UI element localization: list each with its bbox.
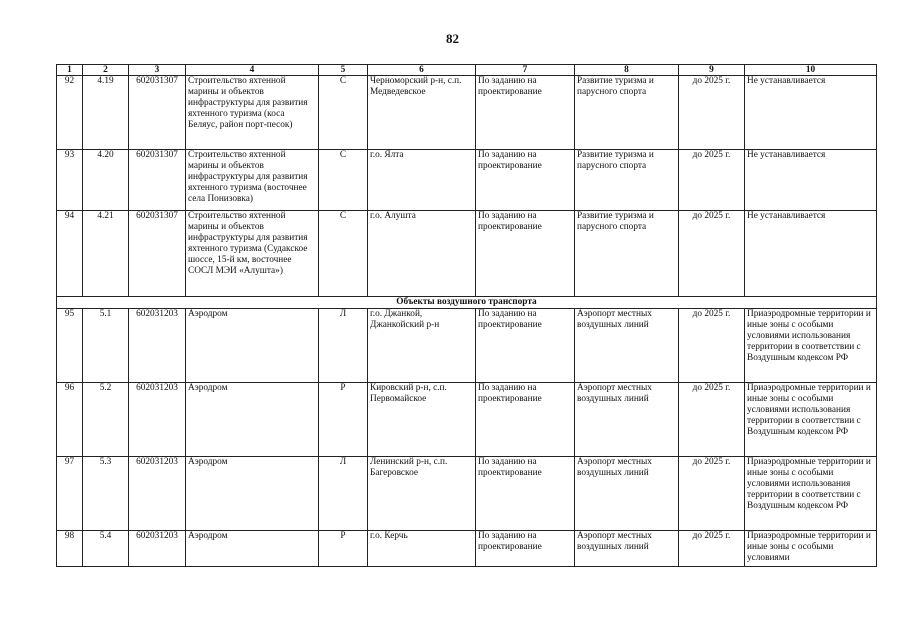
cell-id: 602031307 [129, 76, 186, 150]
table-row [57, 150, 877, 211]
cell-basis: По заданию на проектирование [476, 211, 575, 297]
column-header: 7 [476, 65, 575, 76]
column-header: 10 [745, 65, 877, 76]
column-header: 8 [575, 65, 679, 76]
cell-term: до 2025 г. [679, 150, 745, 211]
cell-term: до 2025 г. [679, 211, 745, 297]
cell-id: 602031203 [129, 457, 186, 531]
cell-basis: По заданию на проектирование [476, 531, 575, 567]
cell-type: С [319, 76, 368, 150]
cell-location: г.о. Джанкой, Джанкойский р-н [368, 309, 476, 383]
cell-name: Аэродром [186, 309, 319, 383]
cell-type: С [319, 211, 368, 297]
cell-number: 92 [57, 76, 83, 150]
cell-name: Строительство яхтенной марины и объектов инфраструктуры для развития яхтенного туризма (восточнее села Понизовка) [186, 150, 319, 211]
cell-name: Аэродром [186, 457, 319, 531]
cell-name: Аэродром [186, 531, 319, 567]
cell-number: 98 [57, 531, 83, 567]
cell-purpose: Аэропорт местных воздушных линий [575, 383, 679, 457]
cell-name: Строительство яхтенной марины и объектов инфраструктуры для развития яхтенного туризма (коса Беляус, район порт-песок) [186, 76, 319, 150]
cell-zones: Не устанавливается [745, 150, 877, 211]
table-row [57, 531, 877, 567]
document-table [56, 64, 877, 567]
cell-number: 95 [57, 309, 83, 383]
table-row [57, 76, 877, 150]
cell-term: до 2025 г. [679, 383, 745, 457]
column-header: 3 [129, 65, 186, 76]
table-row [57, 457, 877, 531]
cell-basis: По заданию на проектирование [476, 150, 575, 211]
cell-type: Л [319, 457, 368, 531]
cell-id: 602031307 [129, 150, 186, 211]
cell-code: 4.21 [83, 211, 129, 297]
cell-name: Строительство яхтенной марины и объектов инфраструктуры для развития яхтенного туризма (Судакское шоссе, 15-й км, восточнее СОСЛ МЭИ «Алушта») [186, 211, 319, 297]
column-header: 9 [679, 65, 745, 76]
cell-code: 5.3 [83, 457, 129, 531]
cell-purpose: Аэропорт местных воздушных линий [575, 457, 679, 531]
cell-code: 4.19 [83, 76, 129, 150]
cell-code: 5.1 [83, 309, 129, 383]
cell-zones: Приаэродромные территории и иные зоны с особыми условиями [745, 531, 877, 567]
cell-purpose: Аэропорт местных воздушных линий [575, 531, 679, 567]
cell-basis: По заданию на проектирование [476, 383, 575, 457]
cell-location: Черноморский р-н, с.п. Медведевское [368, 76, 476, 150]
cell-location: г.о. Алушта [368, 211, 476, 297]
cell-zones: Приаэродромные территории и иные зоны с особыми условиями использования территории в соответствии с Воздушным кодексом РФ [745, 383, 877, 457]
cell-type: С [319, 150, 368, 211]
cell-id: 602031203 [129, 531, 186, 567]
cell-name: Аэродром [186, 383, 319, 457]
column-header: 1 [57, 65, 83, 76]
cell-basis: По заданию на проектирование [476, 309, 575, 383]
cell-location: г.о. Ялта [368, 150, 476, 211]
page-number: 82 [446, 31, 459, 46]
cell-id: 602031203 [129, 309, 186, 383]
section-title: Объекты воздушного транспорта [57, 297, 877, 309]
cell-id: 602031307 [129, 211, 186, 297]
cell-purpose: Аэропорт местных воздушных линий [575, 309, 679, 383]
cell-number: 96 [57, 383, 83, 457]
header-row [57, 65, 877, 76]
cell-code: 5.2 [83, 383, 129, 457]
cell-type: Р [319, 531, 368, 567]
cell-zones: Приаэродромные территории и иные зоны с особыми условиями использования территории в соответствии с Воздушным кодексом РФ [745, 309, 877, 383]
cell-term: до 2025 г. [679, 531, 745, 567]
table-row [57, 309, 877, 383]
cell-location: Ленинский р-н, с.п. Багеровское [368, 457, 476, 531]
cell-basis: По заданию на проектирование [476, 457, 575, 531]
cell-number: 97 [57, 457, 83, 531]
cell-purpose: Развитие туризма и парусного спорта [575, 150, 679, 211]
cell-term: до 2025 г. [679, 309, 745, 383]
column-header: 5 [319, 65, 368, 76]
section-row [57, 297, 877, 309]
cell-zones: Приаэродромные территории и иные зоны с особыми условиями использования территории в соответствии с Воздушным кодексом РФ [745, 457, 877, 531]
cell-purpose: Развитие туризма и парусного спорта [575, 76, 679, 150]
cell-zones: Не устанавливается [745, 211, 877, 297]
cell-basis: По заданию на проектирование [476, 76, 575, 150]
cell-location: г.о. Керчь [368, 531, 476, 567]
cell-term: до 2025 г. [679, 76, 745, 150]
column-header: 4 [186, 65, 319, 76]
column-header: 2 [83, 65, 129, 76]
cell-number: 93 [57, 150, 83, 211]
cell-term: до 2025 г. [679, 457, 745, 531]
cell-zones: Не устанавливается [745, 76, 877, 150]
table-row [57, 383, 877, 457]
cell-code: 4.20 [83, 150, 129, 211]
cell-type: Л [319, 309, 368, 383]
cell-purpose: Развитие туризма и парусного спорта [575, 211, 679, 297]
cell-number: 94 [57, 211, 83, 297]
cell-type: Р [319, 383, 368, 457]
cell-id: 602031203 [129, 383, 186, 457]
table-row [57, 211, 877, 297]
cell-location: Кировский р-н, с.п. Первомайское [368, 383, 476, 457]
column-header: 6 [368, 65, 476, 76]
cell-code: 5.4 [83, 531, 129, 567]
